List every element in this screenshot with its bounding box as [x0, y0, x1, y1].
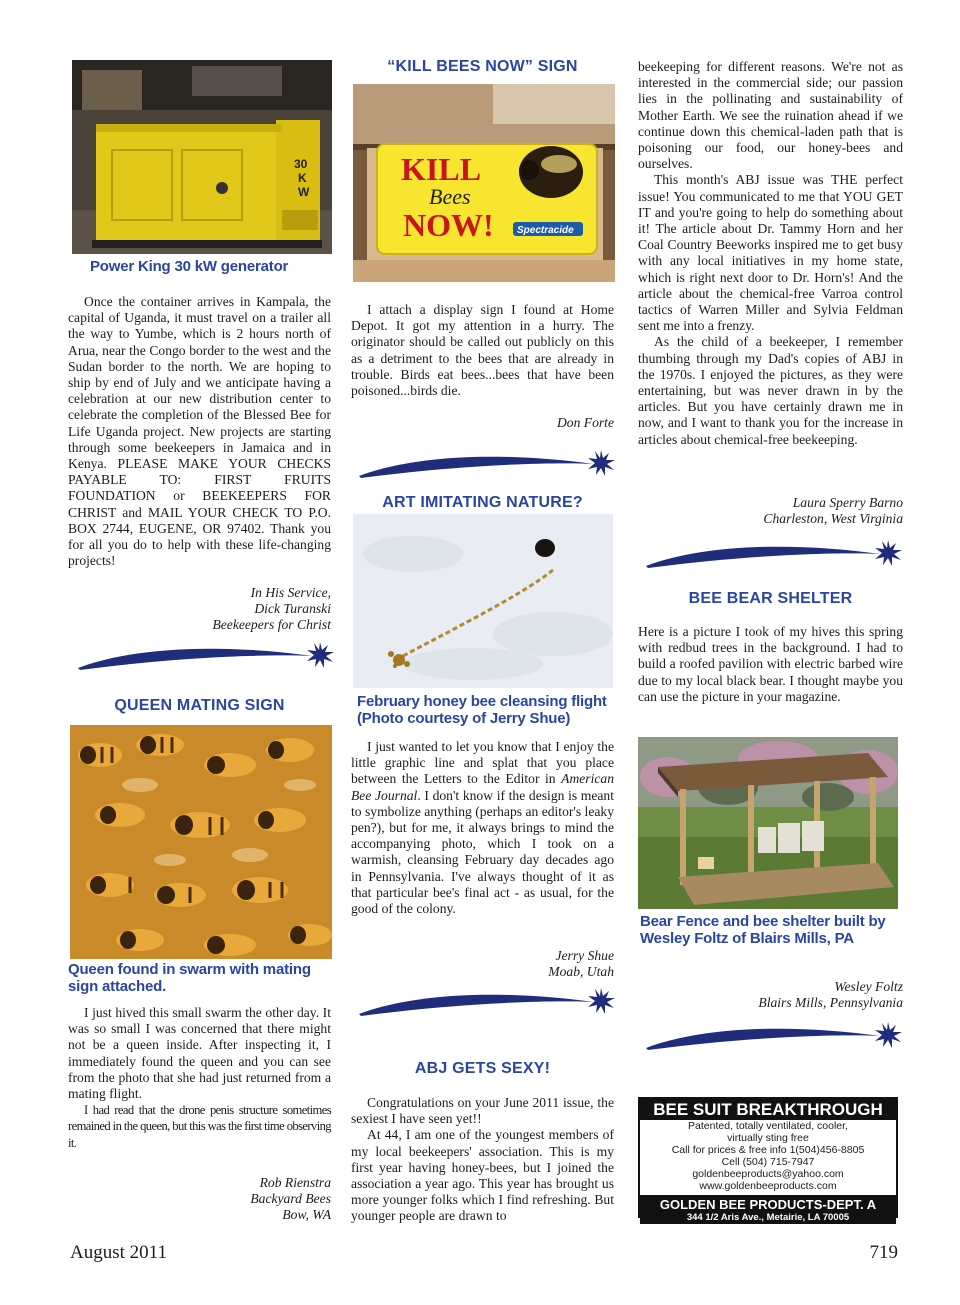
queen-photo: [70, 725, 332, 959]
signature-turanski: [68, 585, 331, 634]
signature-forte: Don Forte: [556, 415, 614, 430]
bee-suit-advertisement: [638, 1097, 898, 1223]
signature-rienstra: [68, 1175, 331, 1224]
sig-line: Rob Rienstra: [259, 1175, 331, 1190]
ad-email: goldenbeeproducts@yahoo.com: [692, 1168, 844, 1180]
kill-text: [351, 302, 614, 399]
generator-label-w: W: [298, 185, 310, 199]
swoosh-divider: [357, 446, 619, 486]
sexy-text: [351, 1095, 614, 1225]
queen-paragraph-1: I just hived this small swarm the other day. It was so small I was concerned that there might not be a queen inside. After inspecting it, I immediately found the queen and you can see from the photo that she had just returned from a mating flight.: [68, 1005, 331, 1102]
art-text-end: . I don't know if the design is meant to symbolize anything (perhaps an editor's leaky pen?), but for me, it always brings to mind the accompanying photo, which I took on a warmish, cleansing February day decades ago in Pennsylvania. I've always thought of it as that particular bee's final act - as usual, for the good of the colony.: [351, 787, 615, 917]
sexy-paragraph-2: At 44, I am one of the youngest members of my local beekeepers' association. This is my first year having honey-bees, but I joined the association a year ago. This year has brought us more younger folks which I find refreshing. But younger people are drawn to: [351, 1127, 614, 1224]
swoosh-divider: [76, 638, 338, 678]
sig-line: In His Service,: [250, 585, 331, 600]
snow-illustration: [353, 514, 613, 688]
kill-paragraph: I attach a display sign I found at Home Depot. It got my attention in a hurry. The originator should be called out publicly on this as a detriment to the bees that are already in trouble. Birds eat bees...bees that have been poisoned...birds die.: [351, 302, 614, 399]
heading-bee-bear-shelter: BEE BEAR SHELTER: [688, 590, 853, 607]
ad-title: BEE SUIT BREAKTHROUGH: [640, 1099, 896, 1120]
ad-line: Patented, totally ventilated, cooler,: [688, 1120, 848, 1132]
swoosh-divider: [644, 1018, 906, 1058]
uganda-paragraph: Once the container arrives in Kampala, the capital of Uganda, it must travel on a trailer all the way to Yumbe, which is 2 hours north of Arua, near the Congo border to the west and the Sudan border to the north. We are hoping to ship by end of July and we anticipate having a celebration at our new distribution center to celebrate the completion of the Blessed Bee for Life Uganda project. New projects are starting through some beekeepers in Jamaica and in Kenya. PLEASE MAKE YOUR CHECKS PAYABLE TO: FIRST FRUITS FOUNDATION or BEEKEEPERS FOR CHRIST and MAIL YOUR CHECK TO P.O. BOX 2744, EUGENE, OR 97402. Thank you for all you do to help with these life-changing projects!: [68, 294, 331, 569]
generator-label-30: 30: [294, 157, 308, 171]
footer-date: August 2011: [70, 1242, 167, 1263]
heading-art-imitating-nature: ART IMITATING NATURE?: [382, 494, 583, 511]
sexy-paragraph-1: Congratulations on your June 2011 issue, the sexiest I have seen yet!!: [351, 1095, 614, 1127]
cleansing-flight-photo: [353, 514, 613, 688]
shelter-caption: Bear Fence and bee shelter built by Wesley Foltz of Blairs Mills, PA: [640, 913, 886, 947]
art-paragraph: [351, 739, 614, 917]
journal-name: American Bee Journal: [351, 771, 614, 803]
sig-line: Jerry Shue: [555, 948, 614, 963]
sig-line: Charleston, West Virginia: [763, 511, 903, 527]
signature-foltz: [638, 979, 903, 1011]
uganda-text: [68, 294, 331, 569]
sign-word-bees: Bees: [429, 184, 471, 209]
sig-line: Blairs Mills, Pennsylvania: [758, 995, 903, 1011]
sig-line: Beekeepers for Christ: [212, 617, 331, 633]
sig-line: Wesley Foltz: [834, 979, 903, 994]
ad-company: [640, 1195, 896, 1224]
ad-cell: Cell (504) 715-7947: [721, 1156, 815, 1168]
sig-line: Laura Sperry Barno: [792, 495, 903, 510]
ad-line: virtually sting free: [727, 1132, 809, 1144]
signature-barno: [638, 495, 903, 527]
continued-letter: [638, 59, 903, 448]
signature-shue: [351, 948, 614, 980]
generator-photo: [72, 60, 332, 254]
continued-paragraph-2: This month's ABJ issue was THE perfect issue! You communicated to me that YOU GET IT and you're going to help do something about it! The article about Dr. Tammy Horn and her Coal Country Beeworks inspired me to get busy with any local initiatives in my home state, which is right next door to Dr. Horn's! And the article about the chemical-free Varroa control tactics of Warren Miller and Sylvia Feldman sent me into a frenzy.: [638, 172, 903, 334]
kill-bees-sign-photo: [353, 84, 615, 282]
ad-company-name: GOLDEN BEE PRODUCTS-DEPT. A: [659, 1197, 877, 1212]
bear-text: [638, 624, 903, 705]
generator-caption: Power King 30 kW generator: [90, 258, 289, 275]
sign-word-spectracide: Spectracide: [517, 225, 574, 236]
continued-paragraph-3: As the child of a beekeeper, I remember thumbing through my Dad's copies of ABJ in the 1970s. I enjoyed the pictures, as they were entertaining, but was never drawn in by the articles. But you have certainly drawn me in now, and I want to thank you for the increase in articles about chemical-free beekeeping.: [638, 334, 903, 447]
bear-paragraph: Here is a picture I took of my hives this spring with redbud trees in the background. I had to build a roofed pavilion with electric barbed wire due to my local black bear. I thought maybe you can use the picture in your magazine.: [638, 624, 903, 704]
cleansing-flight-caption: February honey bee cleansing flight (Photo courtesy of Jerry Shue): [357, 693, 607, 727]
swoosh-divider: [644, 536, 906, 576]
sign-word-now: NOW!: [403, 207, 494, 243]
generator-label-k: K: [298, 171, 307, 185]
swoosh-divider: [357, 984, 619, 1024]
sign-word-kill: KILL: [401, 151, 482, 187]
kill-sign-illustration: [353, 84, 615, 282]
bear-shelter-photo: [638, 737, 898, 909]
heading-queen-mating-sign: QUEEN MATING SIGN: [114, 697, 285, 714]
queen-caption: Queen found in swarm with mating sign attached.: [68, 961, 311, 995]
sig-line: Dick Turanski: [254, 601, 331, 617]
art-text-start: I just wanted to let you know that I enjoy the little graphic line and splat that you place between the Letters to the Editor in: [351, 739, 614, 787]
queen-illustration: [70, 725, 332, 959]
page-number: 719: [869, 1242, 898, 1263]
queen-text: [68, 1005, 331, 1151]
sig-line: Bow, WA: [282, 1207, 331, 1223]
sig-line: Backyard Bees: [250, 1191, 331, 1207]
art-text: [351, 739, 614, 917]
ad-website: www.goldenbeeproducts.com: [699, 1180, 837, 1192]
continued-paragraph-1: beekeeping for different reasons. We're not as interested in the commercial side; our passion lies in the pollinating and sustainability of Mother Earth. We see the ruination ahead if we continue down this chemical-laden path that is poisoning our food, our honey-bees and ourselves.: [638, 59, 903, 172]
heading-abj-gets-sexy: ABJ GETS SEXY!: [414, 1060, 551, 1077]
ad-phone: Call for prices & free info 1(504)456-8805: [671, 1144, 865, 1156]
generator-illustration: [72, 60, 332, 254]
queen-paragraph-2: I had read that the drone penis structure sometimes remained in the queen, but this was the first time observing it.: [68, 1103, 331, 1150]
shelter-illustration: [638, 737, 898, 909]
ad-address: 344 1/2 Aris Ave., Metairie, LA 70005: [686, 1212, 850, 1223]
sig-line: Moab, Utah: [548, 964, 614, 980]
heading-kill-bees-now: “KILL BEES NOW” SIGN: [387, 58, 578, 75]
